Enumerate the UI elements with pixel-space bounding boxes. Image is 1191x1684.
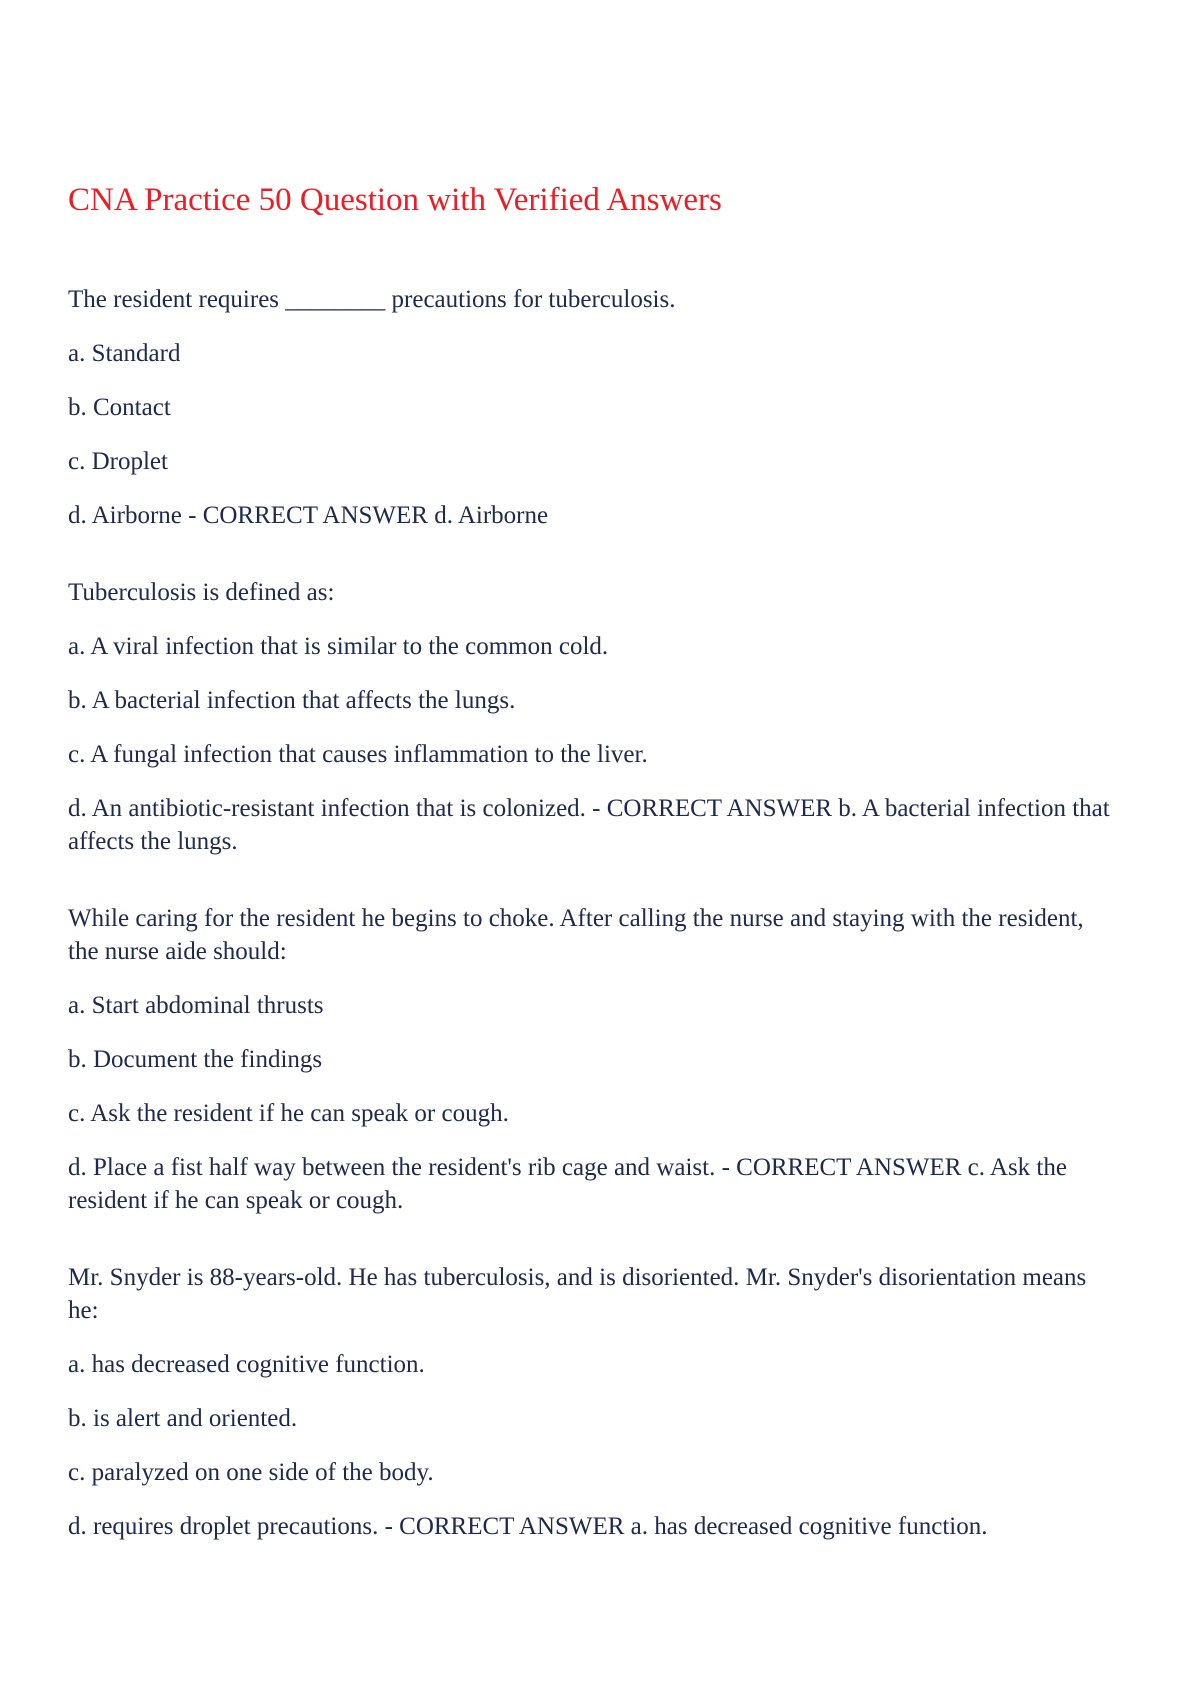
option-d-with-answer: d. Airborne - CORRECT ANSWER d. Airborne <box>68 502 549 529</box>
question-3 <box>68 902 1118 1217</box>
question-1 <box>68 283 1118 532</box>
question-4 <box>68 1261 1118 1543</box>
option-b: b. is alert and oriented. <box>68 1405 298 1432</box>
option-a: a. has decreased cognitive function. <box>68 1351 425 1378</box>
option-b: b. Contact <box>68 394 171 421</box>
question-list <box>68 283 1118 1587</box>
question-stem: While caring for the resident he begins to choke. After calling the nurse and staying with the resident, the nurse aide should: <box>68 905 1084 965</box>
option-a: a. A viral infection that is similar to the common cold. <box>68 633 609 660</box>
option-d-with-answer: d. Place a fist half way between the resident's rib cage and waist. - CORRECT ANSWER c. Ask the resident if he can speak or cough. <box>68 1154 1067 1214</box>
option-b: b. Document the findings <box>68 1046 323 1073</box>
option-b: b. A bacterial infection that affects the lungs. <box>68 687 516 714</box>
option-a: a. Start abdominal thrusts <box>68 992 324 1019</box>
option-a: a. Standard <box>68 340 181 367</box>
option-c: c. Ask the resident if he can speak or cough. <box>68 1100 509 1127</box>
question-2 <box>68 576 1118 858</box>
option-c: c. Droplet <box>68 448 168 475</box>
option-d-with-answer: d. requires droplet precautions. - CORRECT ANSWER a. has decreased cognitive function. <box>68 1513 988 1540</box>
question-stem: Tuberculosis is defined as: <box>68 579 335 606</box>
question-stem: Mr. Snyder is 88-years-old. He has tuberculosis, and is disoriented. Mr. Snyder's disorientation means he: <box>68 1264 1087 1324</box>
question-stem: The resident requires ________ precautions for tuberculosis. <box>68 286 676 313</box>
option-d-with-answer: d. An antibiotic-resistant infection that is colonized. - CORRECT ANSWER b. A bacterial infection that affects the lungs. <box>68 795 1110 855</box>
document-title: CNA Practice 50 Question with Verified Answers <box>68 182 722 218</box>
option-c: c. A fungal infection that causes inflammation to the liver. <box>68 741 648 768</box>
option-c: c. paralyzed on one side of the body. <box>68 1459 434 1486</box>
